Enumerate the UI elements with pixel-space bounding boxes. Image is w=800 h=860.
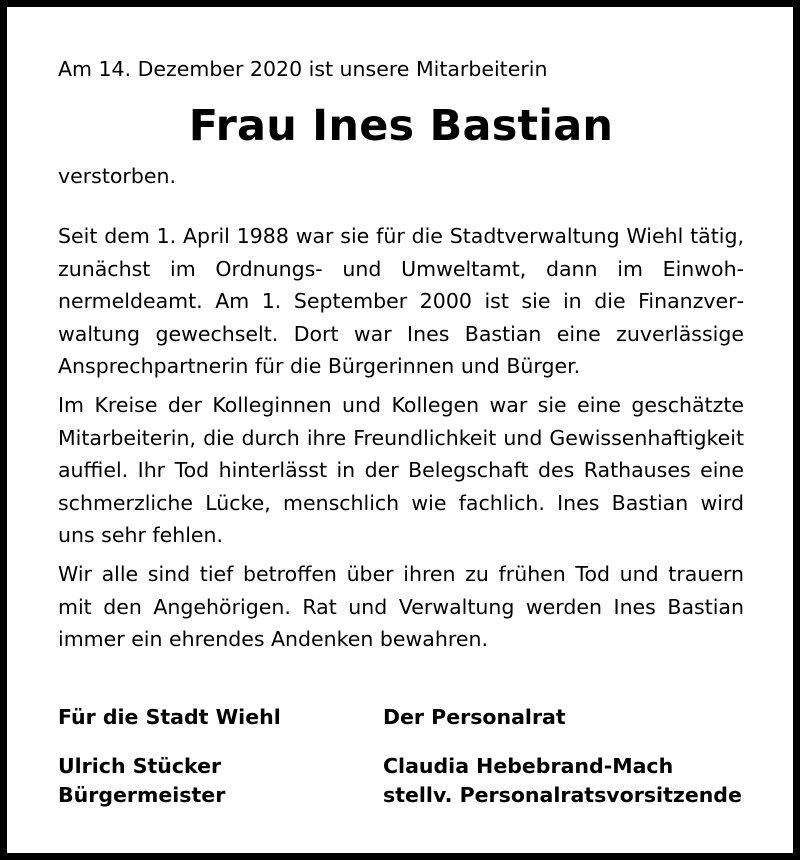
signature-council-org: Der Personalrat [383, 705, 566, 729]
deceased-name: Frau Ines Bastian [188, 101, 614, 151]
signature-council-person: Claudia Hebebrand-Mach [383, 754, 674, 778]
intro-line: Am 14. Dezember 2020 ist unsere Mitarbeiterin [58, 57, 548, 81]
signature-staff-council [383, 703, 742, 810]
paragraph-colleagues: Im Kreise der Kolleginnen und Kollegen war sie eine geschätzte Mitarbeiterin, die durch ihre Freundlichkeit und Gewissenhaftigkeit auffiel. Ihr Tod hinterlässt in der Belegschaft des Rathauses eine schmerzliche Lücke, menschlich wie fachlich. Ines Bastian wird uns sehr fehlen. [58, 392, 744, 548]
paragraph-mourning: Wir alle sind tief betroffen über ihren zu frühen Tod und trauern mit den Angehörigen. Rat und Verwaltung werden Ines Bastian immer ein ehrendes Andenken bewahren. [58, 561, 744, 652]
signature-council-role: stellv. Personalratsvorsitzende [383, 783, 742, 807]
signature-city [58, 703, 281, 810]
paragraph-career: Seit dem 1. April 1988 war sie für die Stadtverwaltung Wiehl tätig, zunächst im Ordnungs- und Umweltamt, dann im Einwohnermeldeamt. Am 1. September 2000 ist sie in die Finanzverwaltung gewechselt. Dort war Ines Bastian eine zuverlässige Ansprechpartnerin für die Bürgerinnen und Bürger. [58, 224, 744, 379]
signature-city-person: Ulrich Stücker [58, 754, 222, 778]
signature-city-org: Für die Stadt Wiehl [58, 705, 281, 729]
obituary-notice [58, 55, 744, 807]
verstorben-line: verstorben. [58, 164, 176, 188]
signature-city-role: Bürgermeister [58, 783, 226, 807]
